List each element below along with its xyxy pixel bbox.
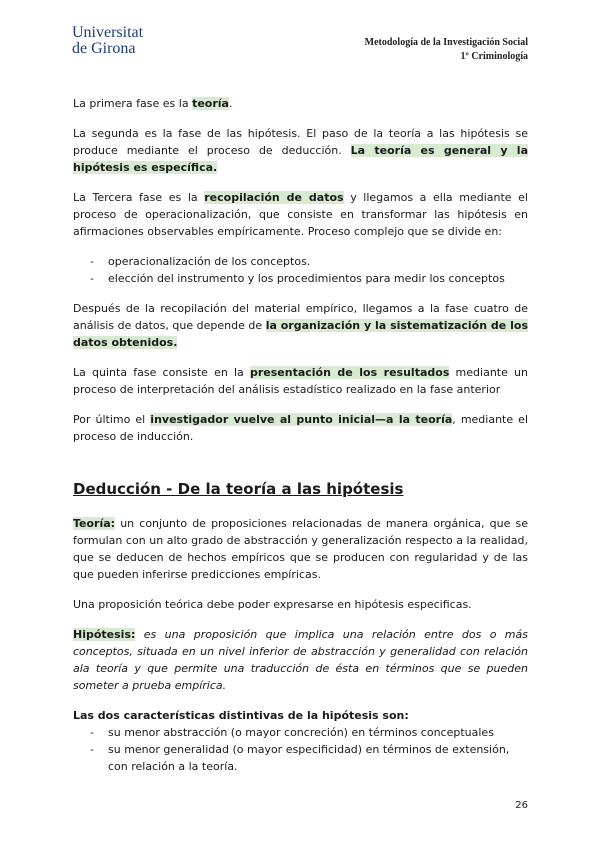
- logo-line-2: de Girona: [72, 40, 136, 57]
- header-title: Metodología de la Investigación Social: [364, 37, 528, 48]
- text: Por último el: [73, 413, 151, 426]
- university-logo: [72, 25, 143, 57]
- page-content: [73, 95, 528, 788]
- paragraph-fifth-phase: [73, 364, 528, 398]
- text: Después de la recopilación del material empírico, llegamos a la fase cuatro de análisis de datos, que depende de: [73, 302, 528, 332]
- section-title: Deducción - De la teoría a las hipótesis: [73, 480, 404, 498]
- document-header: [365, 36, 528, 64]
- paragraph-final-phase: [73, 411, 528, 445]
- header-subtitle: 1º Criminología: [460, 51, 528, 62]
- text: La segunda es la fase de las hipótesis. El paso de la teoría a las hipótesis se produce mediante el proceso de deducción.: [73, 127, 528, 157]
- highlight: presentación de los resultados: [249, 366, 450, 379]
- list-title: Las dos características distintivas de la hipótesis son:: [73, 709, 409, 722]
- text: es una proposición que implica una relación entre dos o más conceptos, situada en un nivel inferior de abstracción y generalidad con relación ala teoría y que permite una traducción de ésta en términos que se pueden someter a prueba empírica.: [73, 628, 528, 692]
- text: y llegamos a ella mediante el proceso de operacionalización, que consiste en transformar las hipótesis en afirmaciones observables empíricamente. Proceso complejo que se divide en:: [73, 191, 528, 238]
- paragraph-first-phase: [73, 95, 528, 112]
- highlight: la organización y la sistematización de los datos obtenidos.: [73, 319, 528, 349]
- highlight: Teoría:: [73, 517, 116, 530]
- list-item: - elección del instrumento y los procedimientos para medir los conceptos: [73, 270, 528, 287]
- text: un conjunto de proposiciones relacionadas de manera orgánica, que se formulan con un alto grado de abstracción y generalización respecto a la realidad, que se deducen de hechos empíricos que se producen con regularidad y de las que pueden inferirse predicciones empíricas.: [73, 517, 528, 581]
- list-item: - operacionalización de los conceptos.: [73, 253, 528, 270]
- paragraph-theory-definition: [73, 515, 528, 583]
- text: La Tercera fase es la: [73, 191, 205, 204]
- paragraph-hypothesis-definition: [73, 626, 528, 694]
- paragraph-theoretical-proposition: Una proposición teórica debe poder expresarse en hipótesis especificas.: [73, 598, 472, 611]
- operationalization-list: [73, 253, 528, 287]
- text: La quinta fase consiste en la: [73, 366, 250, 379]
- list-item: - su menor abstracción (o mayor concreción) en términos conceptuales: [73, 724, 528, 741]
- highlight: teoría: [192, 97, 229, 110]
- text: , mediante el proceso de inducción.: [73, 413, 528, 443]
- text: La primera fase es la: [73, 97, 193, 110]
- paragraph-fourth-phase: [73, 300, 528, 351]
- highlight: Hipótesis:: [73, 628, 136, 641]
- highlight: La teoría es general y la hipótesis es específica.: [73, 144, 528, 174]
- page-number: 26: [515, 800, 528, 811]
- text: mediante un proceso de interpretación del análisis estadístico realizado en la fase anterior: [73, 366, 528, 396]
- highlight: investigador vuelve al punto inicial—a la teoría: [150, 413, 453, 426]
- highlight: recopilación de datos: [204, 191, 344, 204]
- list-item: - su menor generalidad (o mayor especificidad) en términos de extensión, con relación a la teoría.: [73, 741, 528, 775]
- paragraph-second-phase: [73, 125, 528, 176]
- paragraph-third-phase: [73, 189, 528, 240]
- logo-line-1: Universitat: [72, 24, 144, 41]
- text: .: [228, 97, 233, 110]
- hypothesis-characteristics-list: [73, 724, 528, 775]
